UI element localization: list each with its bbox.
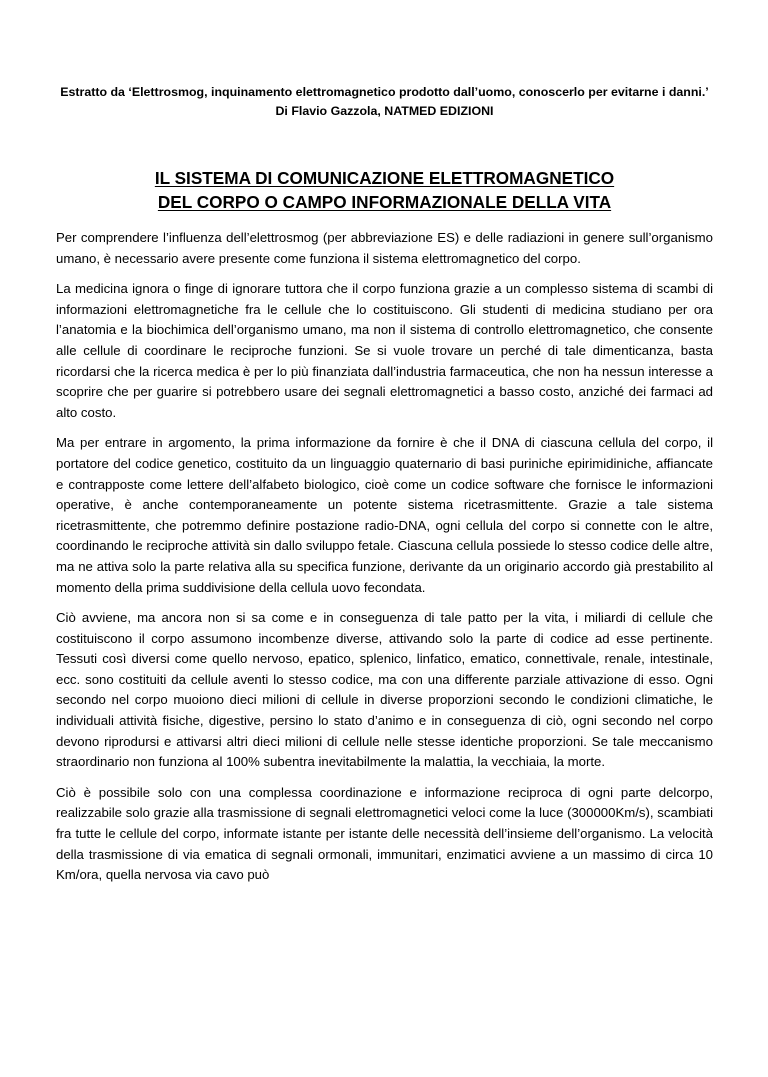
title-line-1: IL SISTEMA DI COMUNICAZIONE ELETTROMAGNETICO — [154, 168, 615, 188]
paragraph: Ma per entrare in argomento, la prima informazione da fornire è che il DNA di ciascuna cellula del corpo, il portatore del codice genetico, costituito da un linguaggio quaternario di basi puriniche epirimidiniche, affiancate e contrapposte come lettere dell’alfabeto biologico, cioè come un codice software che fornisce le informazioni operative, è anche contemporaneamente un potente sistema ricetrasmittente. Grazie a tale sistema ricetrasmittente, che potremmo definire postazione radio-DNA, ogni cellula del corpo si connette con le altre, coordinando le reciproche attività sin dallo sviluppo fetale. Ciascuna cellula possiede lo stesso codice delle altre, ma ne attiva solo la parte relativa alla su specifica funzione, derivante da un originario accordo già prestabilito al momento della prima suddivisione della cellula uovo fecondata. — [56, 435, 713, 595]
paragraph: Ciò avviene, ma ancora non si sa come e in conseguenza di tale patto per la vita, i miliardi di cellule che costituiscono il corpo assumono incombenze diverse, attivando solo la parte di codice ad esse pertinente. Tessuti così diversi come quello nervoso, epatico, splenico, linfatico, ematico, connettivale, renale, intestinale, ecc. sono costituiti da cellule aventi lo stesso codice, ma con una differente parziale attivazione di esso. Ogni secondo nel corpo muoiono dieci milioni di cellule in diverse proporzioni secondo le condizioni climatiche, le individuali attività fisiche, digestive, persino lo stato d’animo e in conseguenza di ciò, ogni secondo nel corpo devono riprodursi e attivarsi altri dieci milioni di cellule nelle stesse identiche proporzioni. Se tale meccanismo straordinario non funziona al 100% subentra inevitabilmente la malattia, la vecchiaia, la morte. — [56, 610, 713, 770]
source-note: Estratto da ‘Elettrosmog, inquinamento elettromagnetico prodotto dall’uomo, conoscerlo per evitarne i danni.’ Di Flavio Gazzola, NATMED EDIZIONI — [60, 85, 709, 118]
document-page — [0, 83, 768, 1077]
body-text — [56, 228, 713, 886]
paragraph: La medicina ignora o finge di ignorare tuttora che il corpo funziona grazie a un complesso sistema di scambi di informazioni elettromagnetiche fra le cellule che lo costituiscono. Gli studenti di medicina studiano per ora l’anatomia e la biochimica dell’organismo umano, ma non il sistema di controllo elettromagnetico, che consente alle cellule di coordinare le reciproche funzioni. Se si vuole trovare un perché di tale dimenticanza, basta ricordarsi che la ricerca medica è per lo più finanziata dall’industria farmaceutica, che non ha nessun interesse a scoprire che per guarire si potrebbero usare dei segnali elettromagnetici a basso costo, anziché dei farmaci ad alto costo. — [56, 281, 713, 420]
document-title — [56, 166, 713, 214]
title-line-2: DEL CORPO O CAMPO INFORMAZIONALE DELLA VITA — [157, 192, 612, 212]
paragraph: Per comprendere l’influenza dell’elettrosmog (per abbreviazione ES) e delle radiazioni in genere sull’organismo umano, è necessario avere presente come funziona il sistema elettromagnetico del corpo. — [56, 230, 713, 266]
paragraph: Ciò è possibile solo con una complessa coordinazione e informazione reciproca di ogni parte delcorpo, realizzabile solo grazie alla trasmissione di segnali elettromagnetici veloci come la luce (300000Km/s), scambiati fra tutte le cellule del corpo, informate istante per istante delle necessità dell’insieme dell’organismo. La velocità della trasmissione di via ematica di segnali ormonali, immunitari, enzimatici avviene a un massimo di circa 10 Km/ora, quella nervosa via cavo può — [56, 784, 713, 883]
